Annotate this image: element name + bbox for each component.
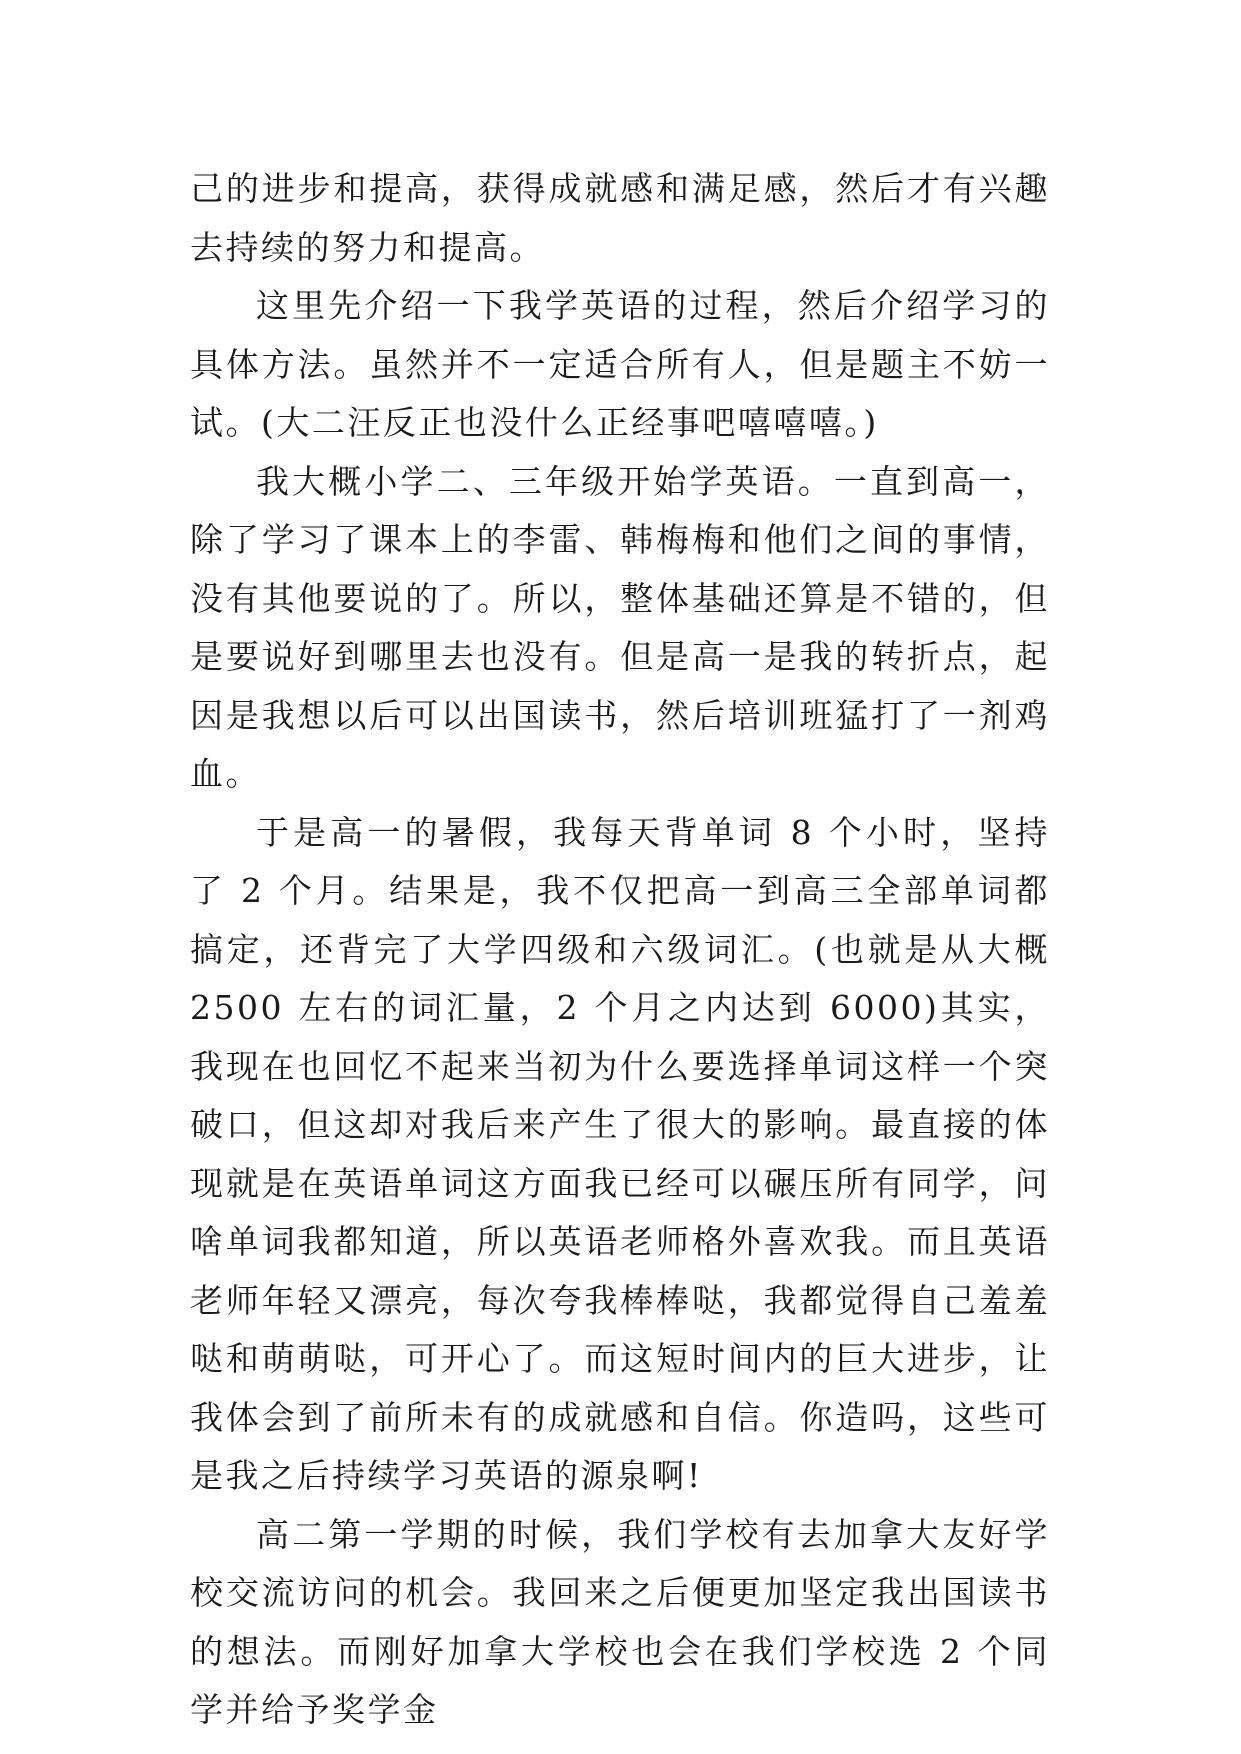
paragraph-2: 这里先介绍一下我学英语的过程，然后介绍学习的具体方法。虽然并不一定适合所有人，但是题主不妨一试。(大二汪反正也没什么正经事吧嘻嘻嘻。) <box>190 286 1050 442</box>
paragraph-1: 己的进步和提高，获得成就感和满足感，然后才有兴趣去持续的努力和提高。 <box>190 169 1050 267</box>
paragraph-5: 高二第一学期的时候，我们学校有去加拿大友好学校交流访问的机会。我回来之后便更加坚定我出国读书的想法。而刚好加拿大学校也会在我们学校选 2 个同学并给予奖学金 <box>190 1514 1050 1729</box>
paragraph-3: 我大概小学二、三年级开始学英语。一直到高一，除了学习了课本上的李雷、韩梅梅和他们之间的事情，没有其他要说的了。所以，整体基础还算是不错的，但是要说好到哪里去也没有。但是高一是我的转折点，起因是我想以后可以出国读书，然后培训班猛打了一剂鸡血。 <box>190 461 1050 793</box>
document-body <box>190 160 1050 1740</box>
paragraph-4: 于是高一的暑假，我每天背单词 8 个小时，坚持了 2 个月。结果是，我不仅把高一到高三全部单词都搞定，还背完了大学四级和六级词汇。(也就是从大概 2500 左右的词汇量，2 个月之内达到 6000)其实，我现在也回忆不起来当初为什么要选择单词这样一个突破口，但这却对我后来产生了很大的影响。最直接的体现就是在英语单词这方面我已经可以碾压所有同学，问啥单词我都知道，所以英语老师格外喜欢我。而且英语老师年轻又漂亮，每次夸我棒棒哒，我都觉得自己羞羞哒和萌萌哒，可开心了。而这短时间内的巨大进步，让我体会到了前所未有的成就感和自信。你造吗，这些可是我之后持续学习英语的源泉啊! <box>190 812 1050 1495</box>
